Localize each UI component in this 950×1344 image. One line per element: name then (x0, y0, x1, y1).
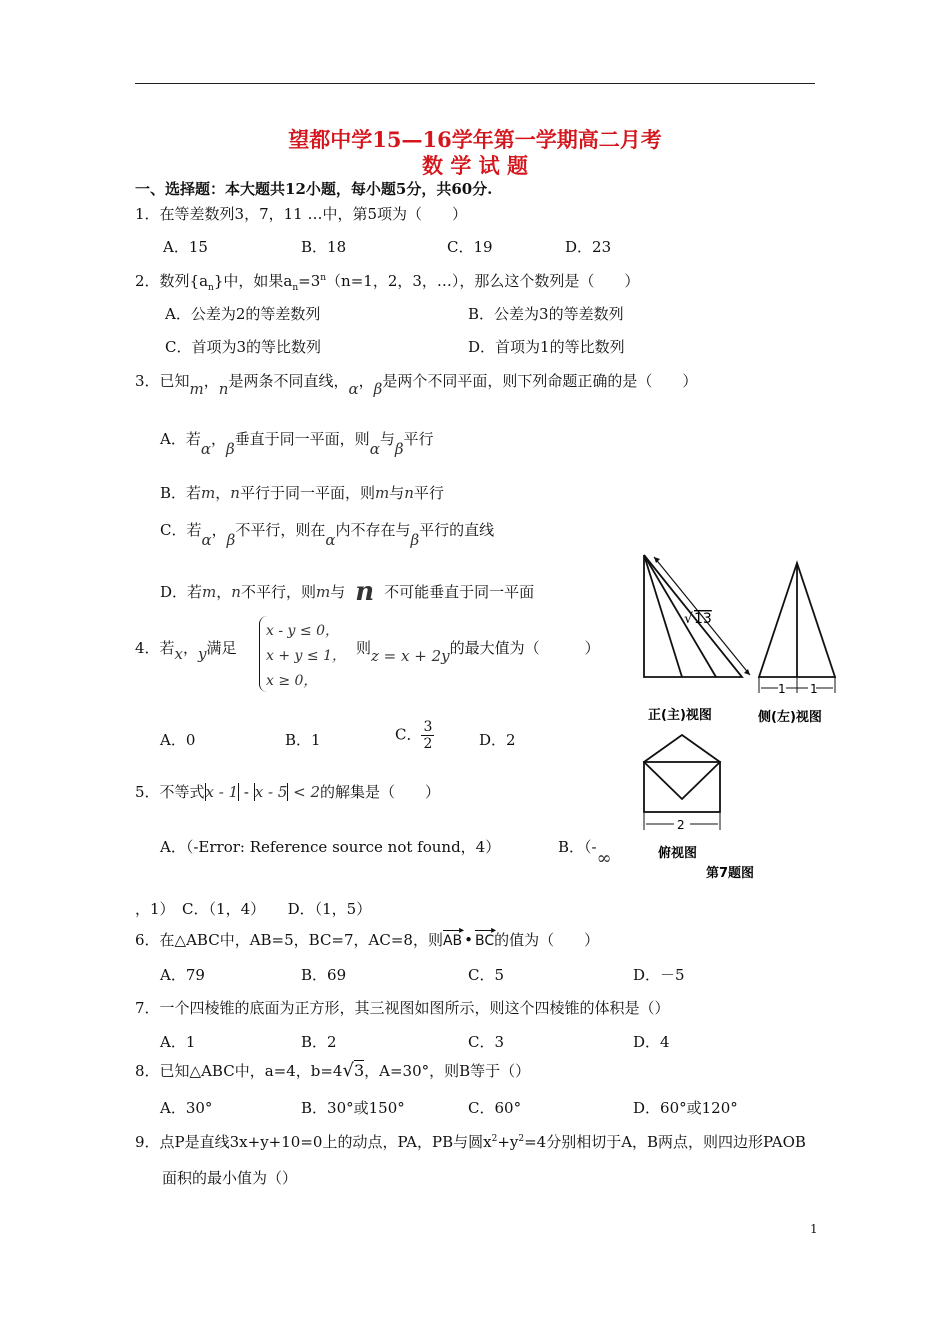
arrow-head-top (654, 557, 660, 563)
q1-option-c: C．19 (447, 238, 493, 256)
exam-title: 望都中学15—16学年第一学期高二月考 (288, 127, 662, 152)
q4-option-a: A．0 (160, 731, 196, 749)
arrow-head-bottom (744, 669, 750, 675)
q1-option-b: B．18 (301, 238, 347, 256)
q5-options-continued: ，1） C．（1，4） D．（1，5） (135, 900, 372, 918)
q4-option-c: C． $\frac{3}{2}$ (395, 719, 433, 752)
q8-option-a: A．30° (160, 1099, 213, 1117)
q8-option-b: B．30°或150° (301, 1099, 405, 1117)
constraint-2: x + y ≤ 1， (266, 648, 346, 664)
constraint-3: x ≥ 0， (266, 673, 318, 689)
q7-option-b: B．2 (301, 1033, 337, 1051)
question-3-stem: 3．已知m，n是两条不同直线，α，β是两个不同平面，则下列命题正确的是（ ） (135, 372, 698, 398)
vector-bc: ▸ BC (475, 925, 497, 949)
sqrt-13-symbol: √ (684, 611, 693, 627)
side-view-drawing (759, 563, 835, 693)
fraction-three-halves: $\frac{3}{2}$ (423, 719, 433, 752)
q3-option-b: B．若m，n平行于同一平面，则m与n平行 (160, 484, 444, 502)
q2-option-a: A．公差为2的等差数列 (165, 305, 321, 323)
question-9-stem-line2: 面积的最小值为（） (162, 1169, 298, 1187)
q2-option-d: D．首项为1的等比数列 (468, 338, 625, 356)
exam-subtitle: 数 学 试 题 (422, 153, 528, 178)
figure-caption: 第7题图 (706, 866, 755, 881)
section-heading: 一、选择题：本大题共12小题，每小题5分，共60分. (135, 180, 493, 198)
q8-option-d: D．60°或120° (633, 1099, 738, 1117)
q1-option-a: A．15 (163, 238, 208, 256)
question-5-stem: 5．不等式x - 1 - x - 5 < 2的解集是（ ） (135, 783, 441, 801)
question-7-stem: 7．一个四棱锥的底面为正方形，其三视图如图所示，则这个四棱锥的体积是（） (135, 999, 670, 1017)
top-dim-2: 2 (677, 818, 685, 832)
three-view-figure (630, 545, 855, 885)
header-rule (135, 83, 815, 84)
question-1-stem: 1．在等差数列3，7，11 …中，第5项为（ ） (135, 205, 468, 223)
q6-option-a: A．79 (160, 966, 205, 984)
side-dim-1a: 1 (778, 682, 786, 696)
q7-option-c: C．3 (468, 1033, 505, 1051)
q7-option-a: A．1 (160, 1033, 196, 1051)
q6-option-d: D．－5 (633, 966, 685, 984)
q7-option-d: D．4 (633, 1033, 670, 1051)
vector-ab: ▸ AB (442, 925, 465, 949)
side-view-caption: 侧(左)视图 (758, 710, 822, 725)
question-6-stem: 6．在△ABC中，AB=5，BC=7，AC=8，则 ▸ AB • ▸ BC的值为（ ） (135, 925, 600, 949)
question-8-stem: 8．已知△ABC中，a=4，b=4√3，A=30°，则B等于（） (135, 1060, 531, 1081)
q6-option-b: B．69 (301, 966, 347, 984)
q2-option-c: C．首项为3的等比数列 (165, 338, 322, 356)
sqrt-13-label: 13 (694, 611, 712, 627)
q8-option-c: C．60° (468, 1099, 522, 1117)
q1-option-d: D．23 (565, 238, 612, 256)
front-view-caption: 正(主)视图 (648, 708, 712, 723)
question-2-stem: 2．数列$\{a_n\}$中，如果$a_n=3^n(n=1$，2，3，…），那么这个数列是（ ） (135, 272, 640, 293)
q3-option-d: D．若m，n不平行，则m与 n 不可能垂直于同一平面 (160, 577, 535, 607)
q4-option-d: D．2 (479, 731, 516, 749)
q5-option-b: B．（-∞ (558, 838, 612, 869)
top-view-drawing (644, 735, 720, 830)
page-number: 1 (810, 1222, 818, 1236)
q3-option-c: C．若α，β不平行，则在α内不存在与β平行的直线 (160, 521, 495, 549)
q4-option-b: B．1 (285, 731, 321, 749)
q6-option-c: C．5 (468, 966, 505, 984)
side-dim-1b: 1 (810, 682, 818, 696)
question-9-stem: 9．点P是直线3x+y+10=0上的动点，PA，PB与圆$x^2+y^2=4$分别相切于A，B两点，则四边形PAOB (135, 1133, 806, 1151)
constraint-1: x - y ≤ 0， (266, 623, 339, 639)
top-view-caption: 俯视图 (658, 846, 698, 861)
q3-option-a: A．若α，β垂直于同一平面，则α与β平行 (160, 430, 434, 458)
question-4-stem: 4．若x，y满足 (135, 639, 237, 663)
objective-function: 则z = x + 2y的最大值为（ ） (356, 639, 600, 665)
q2-option-b: B．公差为3的等差数列 (468, 305, 624, 323)
q5-option-a: A．（-Error: Reference source not found，4） (160, 838, 501, 856)
